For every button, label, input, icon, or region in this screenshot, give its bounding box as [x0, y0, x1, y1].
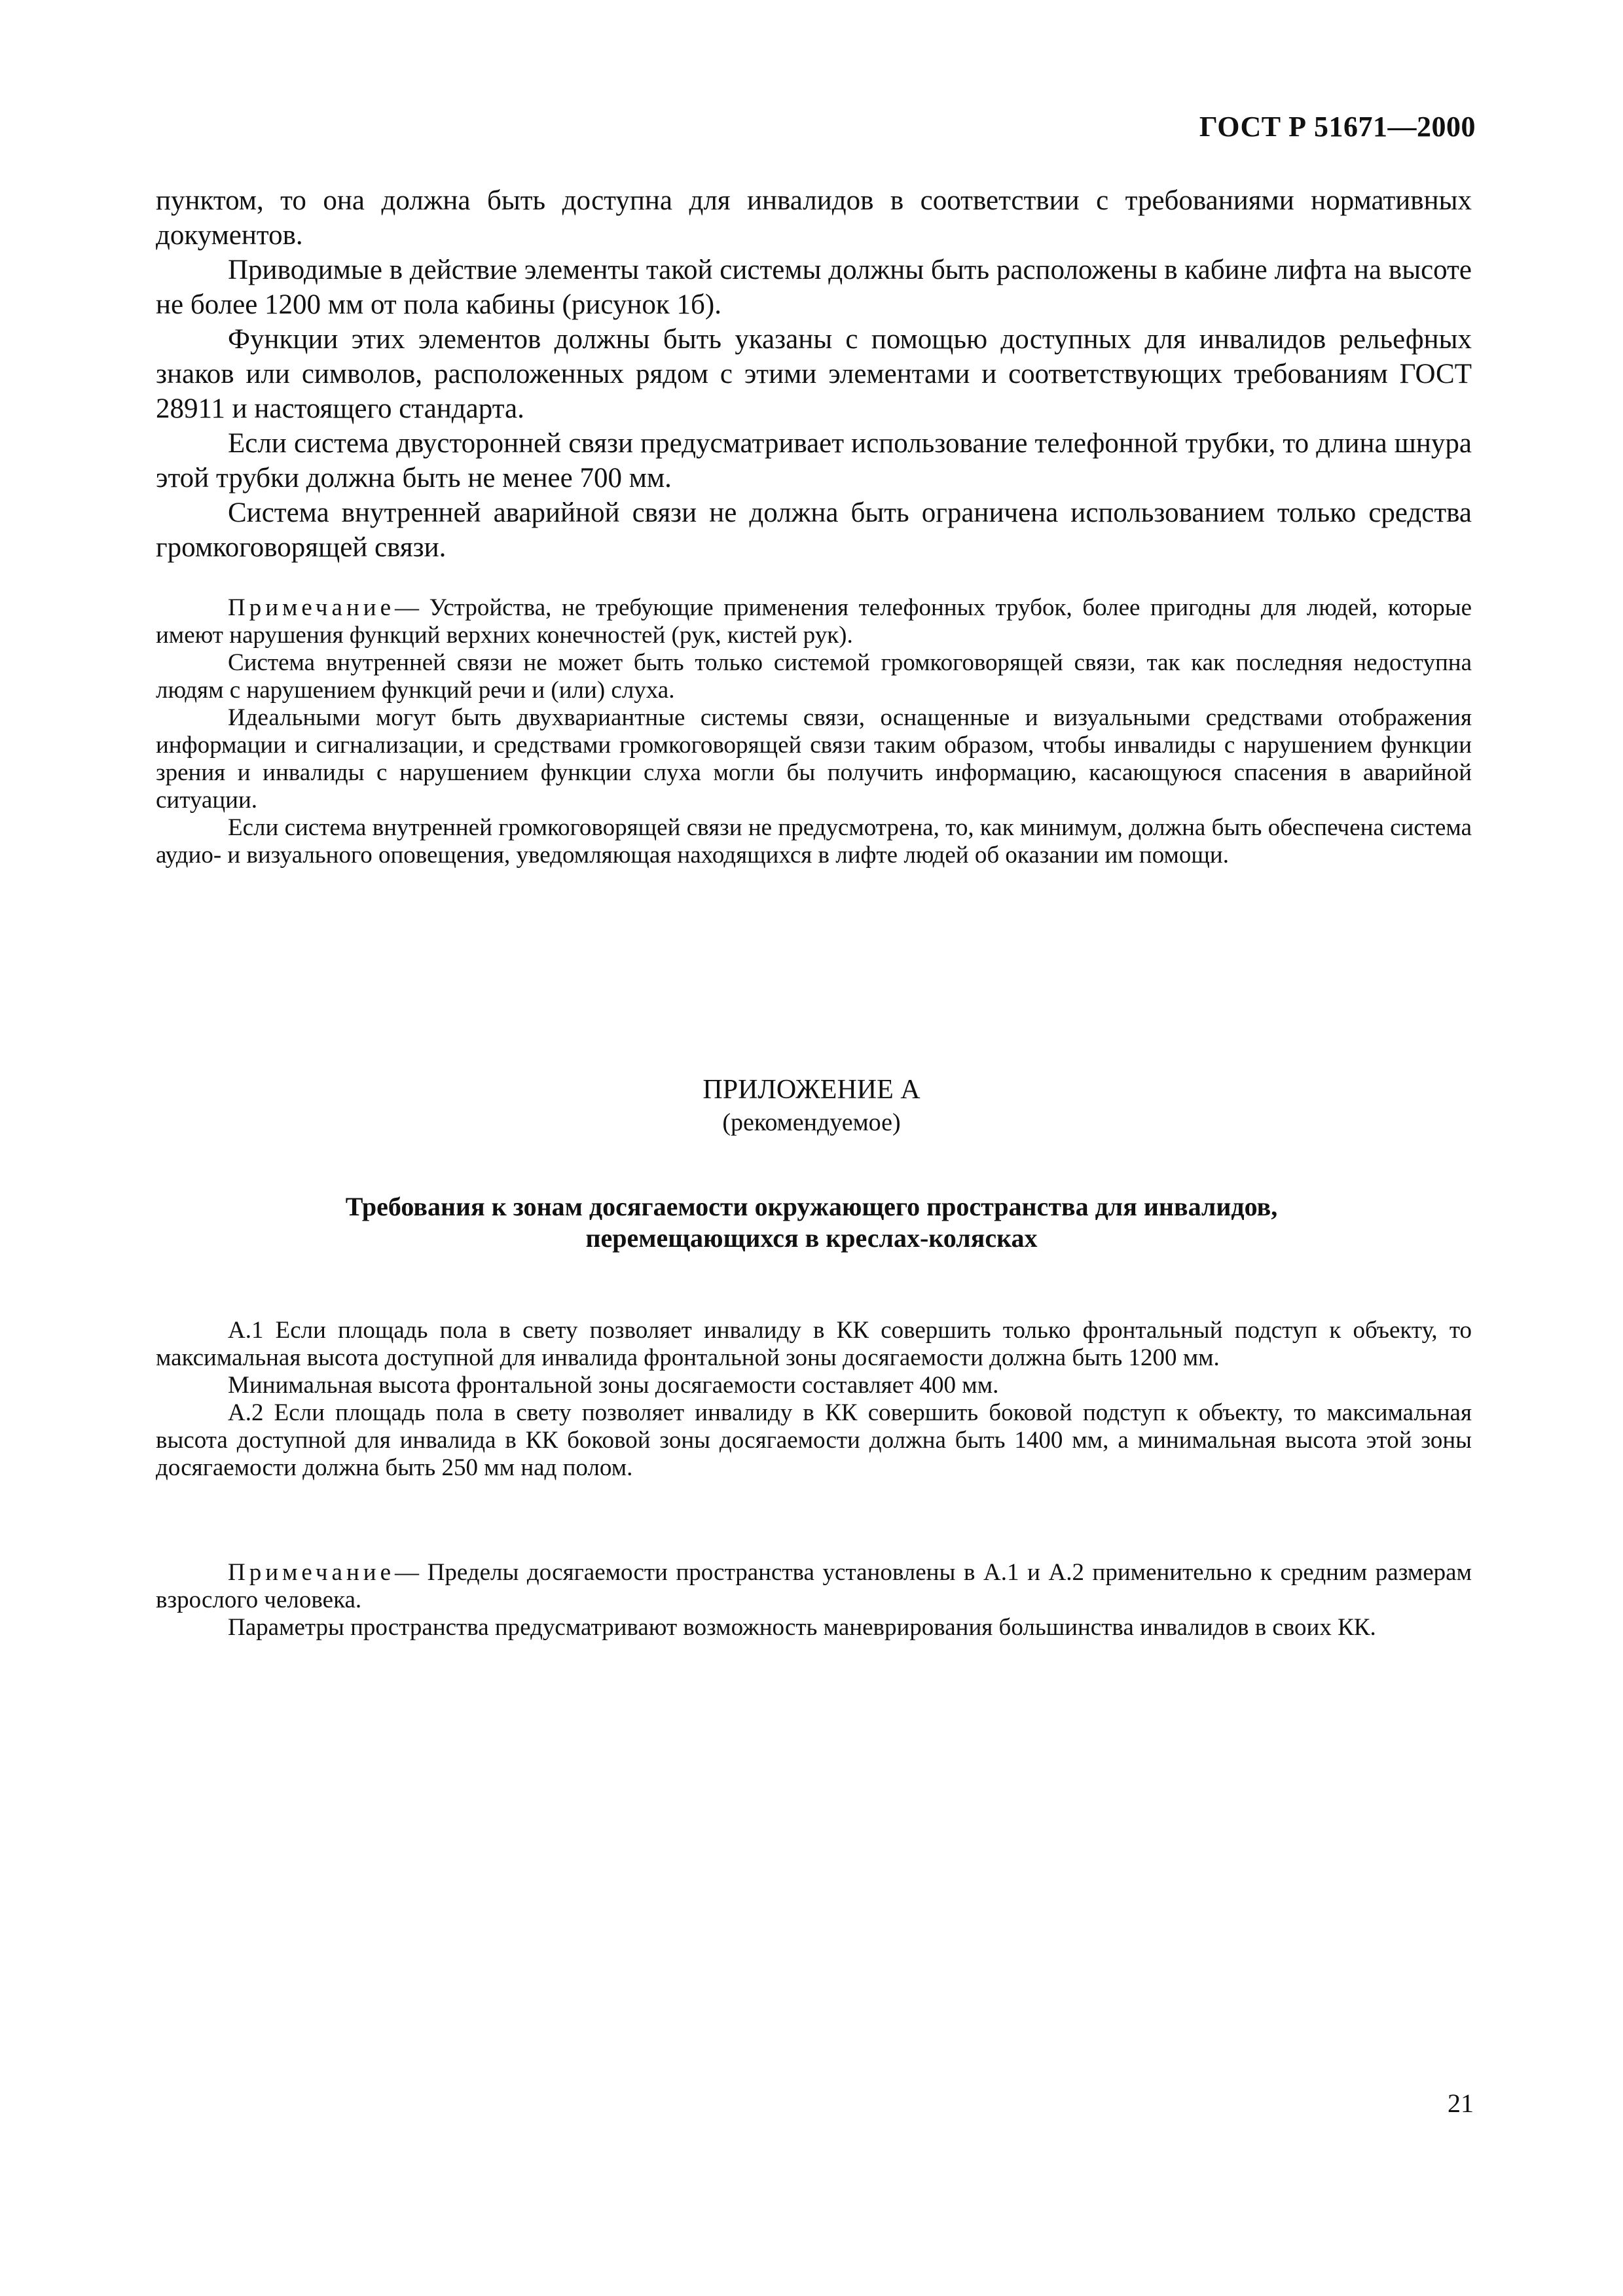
note-paragraph — [156, 594, 1472, 649]
paragraph: пунктом, то она должна быть доступна для инвалидов в соответствии с требованиями нормативных документов. — [156, 185, 1472, 251]
clause-paragraph: Минимальная высота фронтальной зоны досягаемости составляет 400 мм. — [228, 1372, 999, 1399]
note-paragraph: Идеальными могут быть двухвариантные системы связи, оснащенные и визуальными средствами отображения информации и сигнализации, и средствами громкоговорящей связи таким образом, чтобы инвалиды с нарушением функции зрения и инвалиды с нарушением функции слуха могли бы получить информацию, касающуюся спасения в аварийной ситуации. — [156, 704, 1472, 814]
note-label: Примечание — [228, 1559, 395, 1586]
appendix-heading-line: Требования к зонам досягаемости окружающего пространства для инвалидов, — [345, 1192, 1278, 1221]
note-paragraph: Система внутренней связи не может быть только системой громкоговорящей связи, так как последняя недоступна людям с нарушением функций речи и (или) слуха. — [156, 649, 1472, 704]
note-text: — Устройства, не требующие применения телефонных трубок, более пригодны для людей, которые имеют нарушения функций верхних конечностей (рук, кистей рук). — [156, 594, 1472, 649]
note-label: Примечание — [228, 594, 395, 621]
main-text — [156, 183, 1472, 565]
note-block — [156, 594, 1472, 869]
clause-paragraph: А.2 Если площадь пола в свету позволяет инвалиду в КК совершить боковой подступ к объекту, то максимальная высота доступной для инвалида в КК боковой зоны досягаемости должна быть 1400 мм, а минимальная высота этой зоны досягаемости должна быть 250 мм над полом. — [156, 1399, 1472, 1481]
note-text: — Пределы досягаемости пространства установлены в А.1 и А.2 применительно к средним размерам взрослого человека. — [156, 1559, 1472, 1613]
appendix-subtitle: (рекомендуемое) — [722, 1109, 901, 1136]
paragraph: Система внутренней аварийной связи не должна быть ограничена использованием только средства громкоговорящей связи. — [156, 497, 1472, 563]
appendix-title: ПРИЛОЖЕНИЕ А — [702, 1075, 921, 1105]
note-block — [156, 1559, 1472, 1641]
clause-paragraph: А.1 Если площадь пола в свету позволяет инвалиду в КК совершить только фронтальный подступ к объекту, то максимальная высота доступной для инвалида фронтальной зоны досягаемости должна быть 1200 мм. — [156, 1317, 1472, 1371]
appendix-heading — [0, 1191, 1623, 1254]
document-code: ГОСТ Р 51671—2000 — [1199, 111, 1476, 143]
note-paragraph: Если система внутренней громкоговорящей связи не предусмотрена, то, как минимум, должна быть обеспечена система аудио- и визуального оповещения, уведомляющая находящихся в лифте людей об оказании им помощи. — [156, 814, 1472, 869]
appendix-heading-line: перемещающихся в креслах-колясках — [585, 1223, 1038, 1253]
page-number: 21 — [1448, 2089, 1474, 2118]
appendix-body — [156, 1317, 1472, 1482]
paragraph: Приводимые в действие элементы такой системы должны быть расположены в кабине лифта на высоте не более 1200 мм от пола кабины (рисунок 1б). — [156, 255, 1472, 320]
note-paragraph — [156, 1559, 1472, 1614]
paragraph: Если система двусторонней связи предусматривает использование телефонной трубки, то длина шнура этой трубки должна быть не менее 700 мм. — [156, 428, 1472, 493]
note-paragraph: Параметры пространства предусматривают возможность маневрирования большинства инвалидов в своих КК. — [228, 1614, 1376, 1641]
paragraph: Функции этих элементов должны быть указаны с помощью доступных для инвалидов рельефных знаков или символов, расположенных рядом с этими элементами и соответствующих требованиям ГОСТ 28911 и настоящего стандарта. — [156, 324, 1472, 424]
